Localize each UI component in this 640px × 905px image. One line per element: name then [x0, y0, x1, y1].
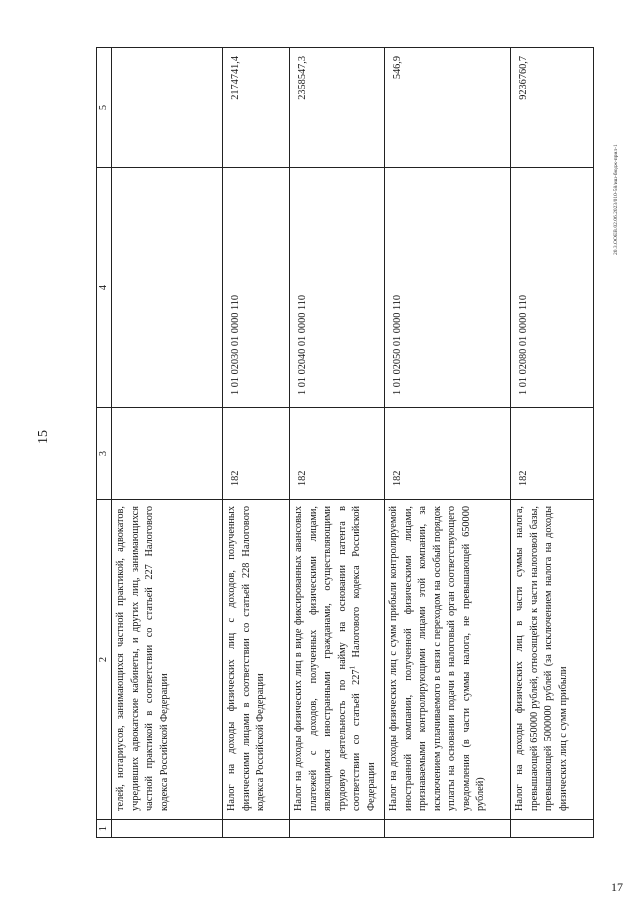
amount: 2358547,3 [290, 48, 385, 168]
tax-description [112, 500, 223, 820]
tax-description [223, 500, 290, 820]
budget-classification-code: 1 01 02050 01 0000 110 [385, 168, 511, 408]
column-header-3: 3 [97, 408, 112, 500]
table-row [385, 48, 511, 838]
amount [112, 48, 223, 168]
tax-description [385, 500, 511, 820]
column-header-4: 4 [97, 168, 112, 408]
tax-description-text: Налог на доходы физических лиц в виде фиксированных авансовых платежей с доходов, полученных физическими лицами, являющимися иностранными гражданами, осуществляющими трудовую деятельность по найму на основании патента в соответствии со статьей 227 [293, 506, 362, 811]
column-header-5: 5 [97, 48, 112, 168]
tax-description-tail: Налогового кодекса Российской Федерации [351, 506, 377, 811]
article-superscript: 1 [348, 665, 357, 670]
page-number: 15 [36, 430, 51, 444]
tax-description [511, 500, 594, 820]
budget-classification-code: 1 01 02030 01 0000 110 [223, 168, 290, 408]
rotated-table-container [96, 48, 584, 838]
row-number-cell [223, 820, 290, 838]
row-number-cell [290, 820, 385, 838]
admin-code: 182 [385, 408, 511, 500]
table-row [290, 48, 385, 838]
tax-description-text: Налог на доходы физических лиц в части суммы налога, превышающей 650000 рублей, относящейся к части налоговой базы, превышающей 5000000 рублей (за исключением налога на доходы физических лиц с сумм прибыли [514, 506, 569, 811]
revenue-table [96, 47, 594, 838]
tax-description-wrapper [292, 506, 378, 811]
table-row [223, 48, 290, 838]
budget-classification-code: 1 01 02040 01 0000 110 [290, 168, 385, 408]
admin-code: 182 [223, 408, 290, 500]
amount: 9236760,7 [511, 48, 594, 168]
amount: 2174741,4 [223, 48, 290, 168]
column-header-2: 2 [97, 500, 112, 820]
budget-classification-code [112, 168, 223, 408]
table-row [112, 48, 223, 838]
row-number-cell [511, 820, 594, 838]
admin-code [112, 408, 223, 500]
document-stamp: 20.3.OOEB.02.06.2023/010-58/иш-бюдж-прил-1 [613, 144, 619, 255]
tax-description [290, 500, 385, 820]
tax-description-text: Налог на доходы физических лиц с доходов, полученных физическими лицами в соответствии со статьей 228 Налогового кодекса Российской Федерации [226, 506, 266, 811]
budget-classification-code: 1 01 02080 01 0000 110 [511, 168, 594, 408]
sheet-number: 17 [611, 880, 623, 894]
amount: 546,9 [385, 48, 511, 168]
table-header-row [97, 48, 112, 838]
tax-description-text: Налог на доходы физических лиц с сумм прибыли контролируемой иностранной компании, полученной физическими лицами, признаваемыми контролирующими лицами этой компании, за исключением уплачиваемого в связи с переходом на особый порядок уплаты на основании подачи в налоговый орган соответствующего уведомления (в части суммы налога, не превышающей 650000 рублей) [388, 506, 486, 811]
tax-description-text: телей, нотариусов, занимающихся частной практикой, адвокатов, учредивших адвокатские кабинеты, и других лиц, занимающихся частной практикой в соответствии со статьей 227 Налогового кодекса Российской Федерации [115, 506, 170, 811]
table-row [511, 48, 594, 838]
row-number-cell [385, 820, 511, 838]
row-number-cell [112, 820, 223, 838]
admin-code: 182 [511, 408, 594, 500]
column-header-1: 1 [97, 820, 112, 838]
admin-code: 182 [290, 408, 385, 500]
